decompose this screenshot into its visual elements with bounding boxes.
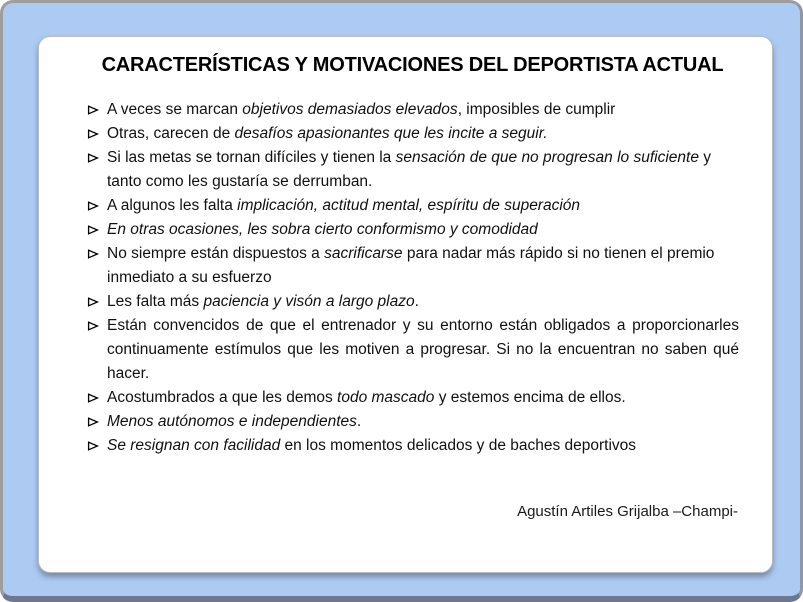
text-run: Otras, carecen de: [107, 125, 235, 142]
bullet-arrow-icon: [87, 218, 107, 236]
text-run: en los momentos delicados y de baches deportivos: [280, 437, 637, 454]
bullet-text: [107, 314, 739, 386]
text-run: A veces se marcan: [107, 101, 243, 118]
bullet-text: [107, 194, 739, 218]
list-item: [87, 410, 739, 434]
slide: [38, 36, 773, 573]
text-run-italic: implicación, actitud mental, espíritu de superación: [237, 197, 581, 214]
text-run: para nadar más rápido si no tienen el premio inmediato a su esfuerzo: [107, 245, 715, 286]
text-run: .: [414, 293, 419, 310]
bullet-arrow-icon: [87, 290, 107, 308]
text-run-italic: objetivos demasiados elevados: [242, 101, 458, 118]
bullet-text: [107, 410, 739, 434]
text-run: y tanto como les gustaría se derrumban.: [107, 149, 712, 190]
text-run: No siempre están dispuestos a: [107, 245, 325, 262]
bullet-text: [107, 146, 739, 194]
bullet-arrow-icon: [87, 314, 107, 332]
text-run-italic: En otras ocasiones, les sobra cierto conformismo y comodidad: [107, 221, 538, 238]
bullet-text: [107, 242, 739, 290]
list-item: [87, 98, 739, 122]
text-run: Están convencidos de que el entrenador y su entorno están obligados a proporcionarles continuamente estímulos que les motiven a progresar. Si no la encuentran no saben qué hacer.: [107, 317, 739, 382]
text-run-italic: Menos autónomos e independientes: [107, 413, 357, 430]
bullet-arrow-icon: [87, 146, 107, 164]
list-item: [87, 242, 739, 290]
bullet-text: [107, 386, 739, 410]
bullet-text: [107, 290, 739, 314]
list-item: [87, 290, 739, 314]
bullet-arrow-icon: [87, 410, 107, 428]
list-item: [87, 434, 739, 458]
list-item: [87, 218, 739, 242]
attribution: Agustín Artiles Grijalba –Champi-: [517, 503, 738, 520]
text-run: Les falta más: [107, 293, 204, 310]
bullet-arrow-icon: [87, 434, 107, 452]
text-run-italic: sensación de que no progresan lo suficiente: [395, 149, 699, 166]
list-item: [87, 314, 739, 386]
text-run-italic: desafíos apasionantes que les incite a seguir.: [234, 125, 548, 142]
text-run: y estemos encima de ellos.: [434, 389, 626, 406]
text-run-italic: Se resignan con facilidad: [107, 437, 281, 454]
bullet-text: [107, 122, 739, 146]
bullet-list: [87, 98, 739, 458]
list-item: [87, 386, 739, 410]
text-run: , imposibles de cumplir: [457, 101, 616, 118]
text-run-italic: todo mascado: [337, 389, 435, 406]
bullet-arrow-icon: [87, 242, 107, 260]
text-run-italic: sacrificarse: [324, 245, 403, 262]
text-run: .: [356, 413, 362, 430]
list-item: [87, 146, 739, 194]
bullet-arrow-icon: [87, 98, 107, 116]
bullet-text: [107, 98, 739, 122]
text-run: Si las metas se tornan difíciles y tienen la: [107, 149, 396, 166]
bullet-arrow-icon: [87, 194, 107, 212]
bullet-text: [107, 434, 739, 458]
slide-title: CARACTERÍSTICAS Y MOTIVACIONES DEL DEPORTISTA ACTUAL: [101, 54, 724, 76]
bullet-text: [107, 218, 739, 242]
text-run-italic: paciencia y visón a largo plazo: [203, 293, 415, 310]
bullet-arrow-icon: [87, 386, 107, 404]
text-run: A algunos les falta: [107, 197, 238, 214]
list-item: [87, 122, 739, 146]
bullet-arrow-icon: [87, 122, 107, 140]
list-item: [87, 194, 739, 218]
text-run: Acostumbrados a que les demos: [107, 389, 338, 406]
